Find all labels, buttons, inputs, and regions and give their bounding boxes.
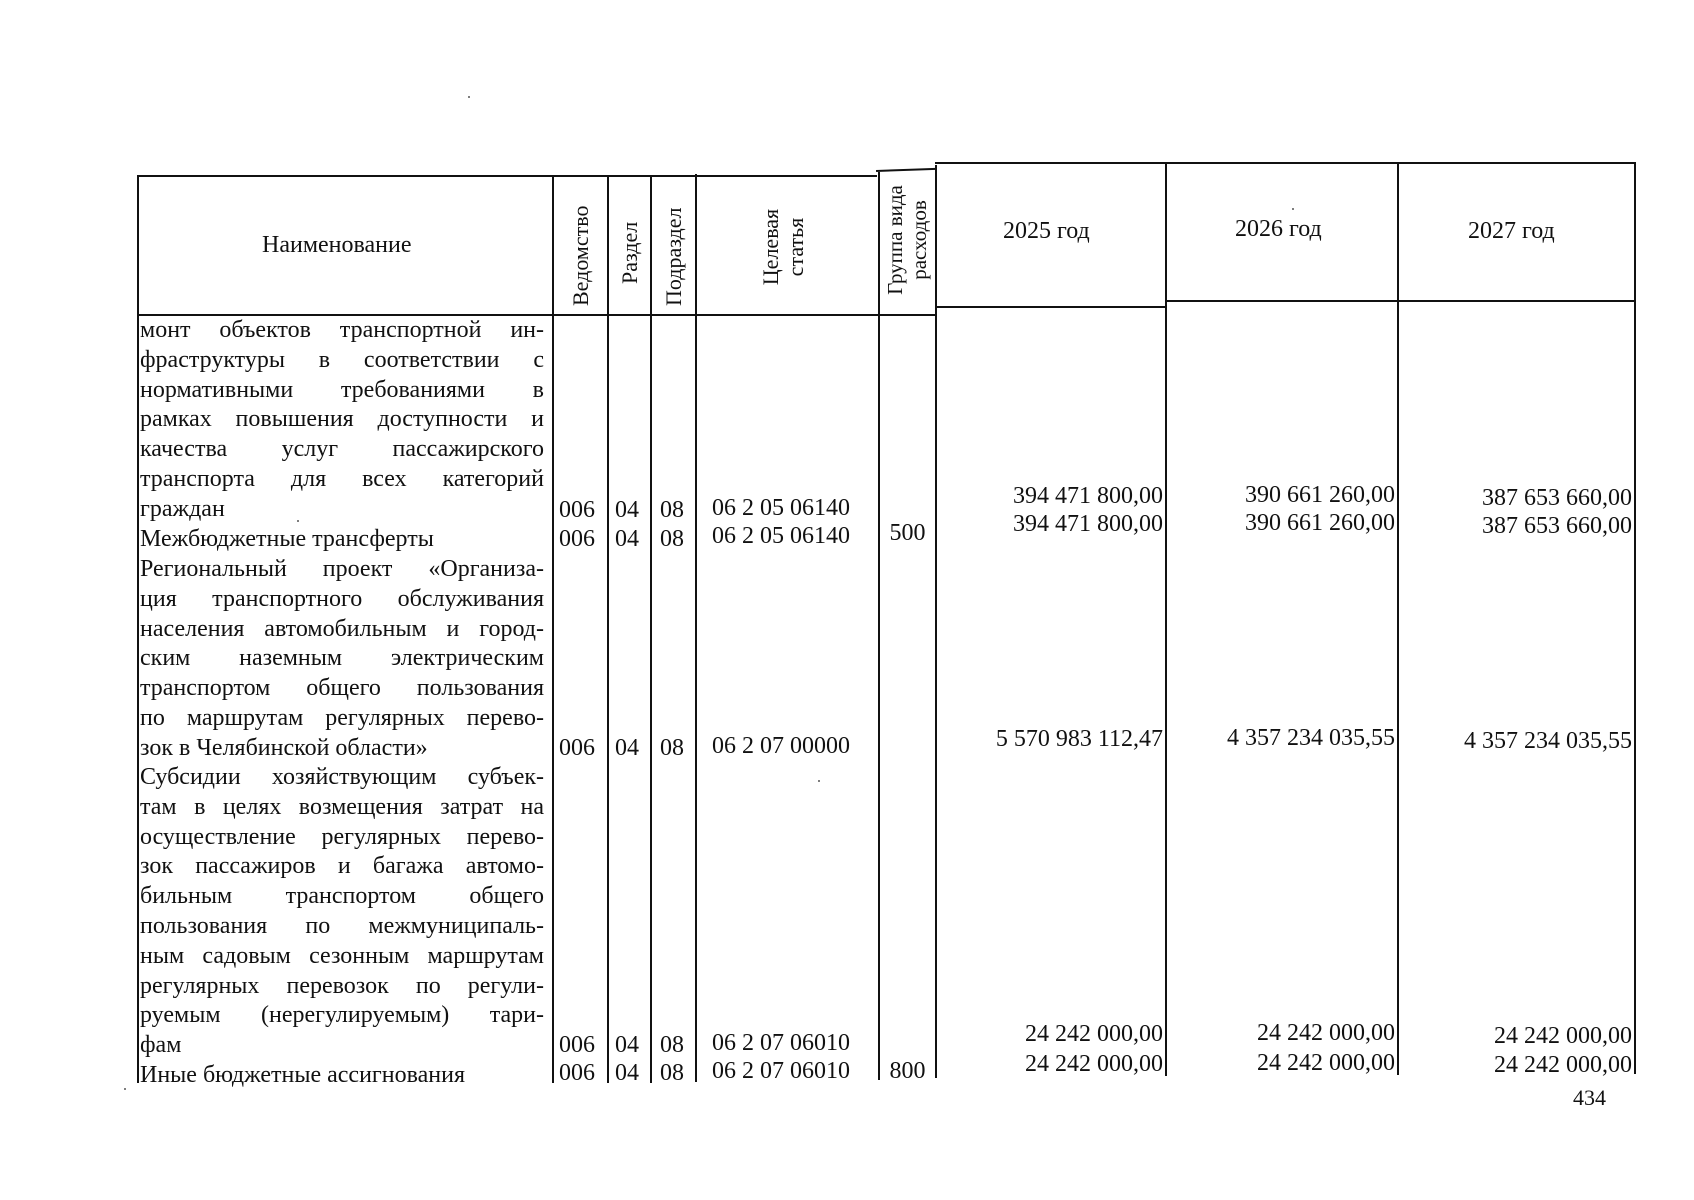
scan-speck <box>297 520 299 522</box>
row-1-name-line: нормативными требованиями в <box>140 376 544 403</box>
row-2-2027: 387 653 660,00 <box>1482 513 1632 539</box>
row-5-razdel: 04 <box>615 1060 639 1086</box>
row-4-name-line: руемым (нерегулируемым) тари- <box>140 1002 544 1029</box>
page-number: 434 <box>1573 1085 1606 1110</box>
row-5-2026: 24 242 000,00 <box>1257 1050 1395 1076</box>
row-1-name-line: монт объектов транспортной ин- <box>140 317 544 343</box>
row-3-name-line: ским наземным электрическим <box>140 645 544 672</box>
row-4-name-line: осуществление регулярных перево- <box>140 823 544 850</box>
row-1-name <box>140 316 544 525</box>
col-border-right <box>1634 162 1636 1074</box>
row-4-celevaya: 06 2 07 06010 <box>712 1030 850 1056</box>
header-2027: 2027 год <box>1468 218 1555 244</box>
col-border-gruppa <box>935 165 937 1078</box>
row-3-name-line: по маршрутам регулярных перево- <box>140 704 544 731</box>
row-5-name-line: Иные бюджетные ассигнования <box>140 1062 465 1088</box>
row-4-razdel: 04 <box>615 1032 639 1058</box>
row-1-name-line: качества услуг пассажирского <box>140 436 544 463</box>
row-2-2025: 394 471 800,00 <box>1013 511 1163 537</box>
row-2-podrazdel: 08 <box>660 526 684 552</box>
header-vedomstvo: Ведомство <box>568 205 593 306</box>
table-top-border-left <box>137 175 877 177</box>
header-2026: 2026 год <box>1235 216 1322 242</box>
row-2-celevaya: 06 2 05 06140 <box>712 523 850 549</box>
row-5-ved: 006 <box>559 1060 595 1086</box>
row-4-ved: 006 <box>559 1032 595 1058</box>
row-3-podrazdel: 08 <box>660 735 684 761</box>
header-name: Наименование <box>262 232 412 258</box>
row-3-name-line: зок в Челябинской области» <box>140 734 428 761</box>
row-4-2027: 24 242 000,00 <box>1494 1023 1632 1049</box>
row-4-name-line: бильным транспортом общего <box>140 883 544 910</box>
row-5-name <box>140 1061 544 1091</box>
scan-speck <box>1292 208 1294 210</box>
row-3-razdel: 04 <box>615 735 639 761</box>
row-2-name <box>140 525 544 555</box>
header-gruppa-line2: расходов <box>907 200 932 280</box>
header-razdel: Раздел <box>617 221 642 284</box>
row-4-podrazdel: 08 <box>660 1032 684 1058</box>
row-3-name-line: ция транспортного обслуживания <box>140 585 544 612</box>
scan-speck <box>468 96 470 98</box>
row-1-celevaya: 06 2 05 06140 <box>712 495 850 521</box>
header-bottom-border-right <box>1166 300 1636 302</box>
header-bottom-border-mid <box>936 306 1166 308</box>
row-4-name-line: фам <box>140 1032 182 1059</box>
row-2-2026: 390 661 260,00 <box>1245 510 1395 536</box>
table-top-border-right <box>935 162 1636 164</box>
header-celevaya <box>758 202 809 292</box>
header-2025: 2025 год <box>1003 218 1090 244</box>
col-border-2026 <box>1397 162 1399 1075</box>
row-1-2026: 390 661 260,00 <box>1245 482 1395 508</box>
row-2-gruppa: 500 <box>889 520 926 546</box>
row-4-name-line: ным садовым сезонным маршрутам <box>140 942 544 969</box>
col-border-ved <box>607 175 609 1083</box>
row-1-name-line: рамках повышения доступности и <box>140 406 544 433</box>
header-gruppa <box>883 170 931 310</box>
row-1-podrazdel: 08 <box>660 497 684 523</box>
row-4-name-line: зок пассажиров и багажа автомо- <box>140 853 544 880</box>
row-4-2025: 24 242 000,00 <box>1025 1021 1163 1047</box>
row-2-razdel: 04 <box>615 526 639 552</box>
row-1-ved: 006 <box>559 497 595 523</box>
header-celevaya-line2: статья <box>783 217 809 277</box>
row-5-celevaya: 06 2 07 06010 <box>712 1058 850 1084</box>
row-3-2025: 5 570 983 112,47 <box>995 726 1163 752</box>
row-4-name-line: пользования по межмуниципаль- <box>140 912 544 939</box>
row-4-name-line: регулярных перевозок по регули- <box>140 972 544 999</box>
row-1-name-line: граждан <box>140 495 225 522</box>
col-border-celevaya <box>878 172 880 1080</box>
row-3-name-line: населения автомобильным и город- <box>140 615 544 642</box>
col-border-left <box>137 175 139 1083</box>
header-gruppa-line1: Группа вида <box>883 185 907 295</box>
row-1-2025: 394 471 800,00 <box>1013 483 1163 509</box>
row-5-podrazdel: 08 <box>660 1060 684 1086</box>
col-border-podrazdel <box>695 174 697 1082</box>
row-3-2027: 4 357 234 035,55 <box>1464 728 1632 754</box>
scan-speck <box>124 1088 126 1090</box>
row-4-name-line: Субсидии хозяйствующим субъек- <box>140 764 544 790</box>
row-3-celevaya: 06 2 07 00000 <box>712 733 850 759</box>
row-1-name-line: фраструктуры в соответствии с <box>140 346 544 373</box>
scan-speck <box>818 780 820 782</box>
header-podrazdel: Подраздел <box>661 207 686 306</box>
row-3-name <box>140 555 544 764</box>
row-5-gruppa: 800 <box>889 1058 926 1084</box>
row-3-name-line: транспортом общего пользования <box>140 675 544 702</box>
header-celevaya-line1: Целевая <box>758 208 783 286</box>
col-border-razdel <box>650 175 652 1083</box>
row-1-razdel: 04 <box>615 497 639 523</box>
row-3-ved: 006 <box>559 735 595 761</box>
row-2-name-line: Межбюджетные трансферты <box>140 526 434 552</box>
col-border-2025 <box>1165 162 1167 1076</box>
row-3-name-line: Региональный проект «Организа- <box>140 556 544 582</box>
row-1-2027: 387 653 660,00 <box>1482 485 1632 511</box>
row-5-2027: 24 242 000,00 <box>1494 1052 1632 1078</box>
row-4-name <box>140 763 544 1061</box>
row-3-2026: 4 357 234 035,55 <box>1227 725 1395 751</box>
row-4-2026: 24 242 000,00 <box>1257 1020 1395 1046</box>
row-5-2025: 24 242 000,00 <box>1025 1051 1163 1077</box>
row-2-ved: 006 <box>559 526 595 552</box>
row-4-name-line: там в целях возмещения затрат на <box>140 793 544 820</box>
row-1-name-line: транспорта для всех категорий <box>140 465 544 492</box>
col-border-name <box>552 175 554 1083</box>
